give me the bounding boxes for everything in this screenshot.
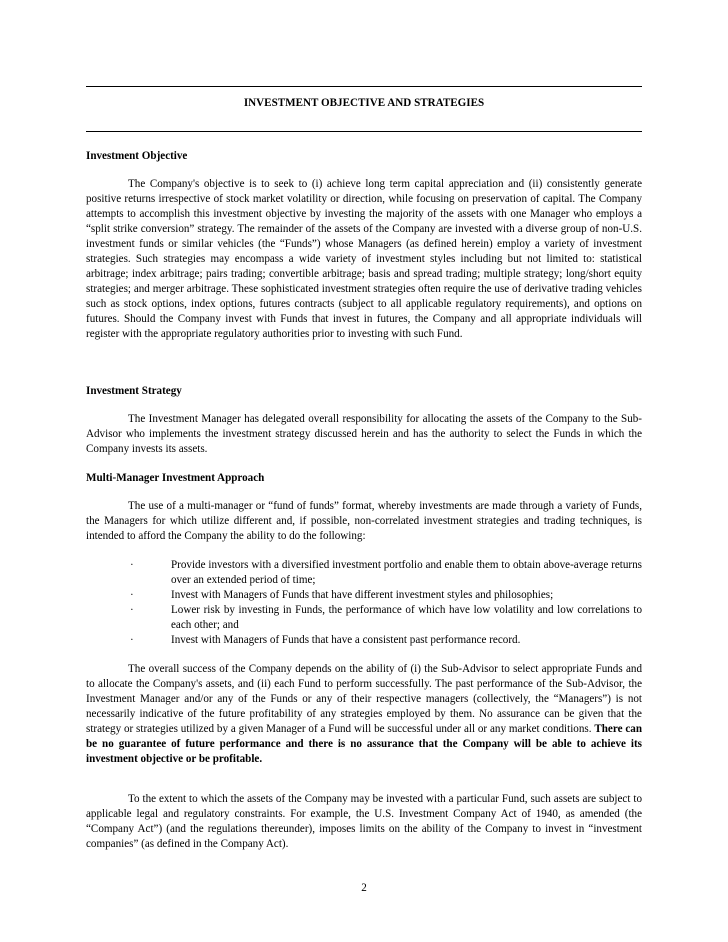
bullet-text: Invest with Managers of Funds that have different investment styles and philosophies;	[171, 589, 554, 601]
list-item	[86, 633, 642, 648]
paragraph-overall-success-text: The overall success of the Company depends on the ability of (i) the Sub-Advisor to select appropriate Funds and to allocate the Company's assets, and (ii) each Fund to perform successfully. The past performance of the Sub-Advisor, the Investment Manager and/or any of the Funds or any of their respective managers (collectively, the “Managers”) is not necessarily indicative of the future profitability of any strategies employed by them. No assurance can be given that the strategy or strategies utilized by a given Manager of a Fund will be successful under all or any market conditions.	[86, 663, 642, 735]
list-item	[86, 603, 642, 633]
paragraph-investment-objective: The Company's objective is to seek to (i) achieve long term capital appreciation and (ii) consistently generate positive returns irrespective of stock market volatility or direction, while focusing on preservation of capital. The Company attempts to accomplish this investment objective by investing the majority of the assets with one Manager who employs a “split strike conversion” strategy. The remainder of the assets of the Company are invested with a diverse group of non-U.S. investment funds or similar vehicles (the “Funds”) whose Managers (as defined herein) employ a variety of investment strategies. Such strategies may encompass a wide variety of investment styles including but not limited to: statistical arbitrage; index arbitrage; pairs trading; convertible arbitrage; basis and spread trading; multiple strategy; long/short equity strategies; and merger arbitrage. These sophisticated investment strategies often require the use of derivative trading vehicles such as stock options, index options, futures contracts (subject to all applicable regulatory requirements), and options on futures. Should the Company invest with Funds that invest in futures, the Company and all appropriate individuals will register with the appropriate regulatory authorities prior to investing with such Fund.	[86, 178, 642, 340]
paragraph-legal-constraints: To the extent to which the assets of the Company may be invested with a particular Fund, such assets are subject to applicable legal and regulatory constraints. For example, the U.S. Investment Company Act of 1940, as amended (the “Company Act”) (and the regulations thereunder), imposes limits on the ability of the Company to invest in “investment companies” (as defined in the Company Act).	[86, 793, 642, 850]
paragraph-overall-success-bold: There can be no guarantee of future performance and there is no assurance that the Company will be able to achieve its investment objective or be profitable.	[86, 723, 642, 765]
paragraph-investment-strategy: The Investment Manager has delegated overall responsibility for allocating the assets of the Company to the Sub-Advisor who implements the investment strategy discussed herein and has the authority to select the Funds in which the Company invests its assets.	[86, 413, 642, 455]
heading-investment-objective: Investment Objective	[86, 150, 188, 162]
bullet-mark: ·	[130, 589, 134, 601]
bullet-mark: ·	[130, 559, 134, 571]
top-rule	[86, 86, 642, 87]
strategy-bullet-list	[86, 558, 642, 648]
heading-multi-manager: Multi-Manager Investment Approach	[86, 472, 265, 484]
paragraph-multi-manager: The use of a multi-manager or “fund of funds” format, whereby investments are made through a variety of Funds, the Managers for which utilize different and, if possible, non-correlated investment strategies and trading techniques, is intended to afford the Company the ability to do the following:	[86, 500, 642, 542]
bullet-text: Invest with Managers of Funds that have a consistent past performance record.	[171, 634, 521, 646]
list-item	[86, 558, 642, 588]
bullet-text: Lower risk by investing in Funds, the performance of which have low volatility and low correlations to each other; and	[171, 604, 642, 631]
page-number: 2	[361, 882, 367, 894]
paragraph-overall-success	[86, 662, 642, 767]
bullet-text: Provide investors with a diversified investment portfolio and enable them to obtain above-average returns over an extended period of time;	[171, 559, 642, 586]
list-item	[86, 588, 642, 603]
bullet-mark: ·	[130, 604, 134, 616]
bullet-mark: ·	[130, 634, 134, 646]
heading-investment-strategy: Investment Strategy	[86, 385, 182, 397]
page-title: INVESTMENT OBJECTIVE AND STRATEGIES	[243, 97, 485, 109]
title-underline-rule	[86, 131, 642, 132]
